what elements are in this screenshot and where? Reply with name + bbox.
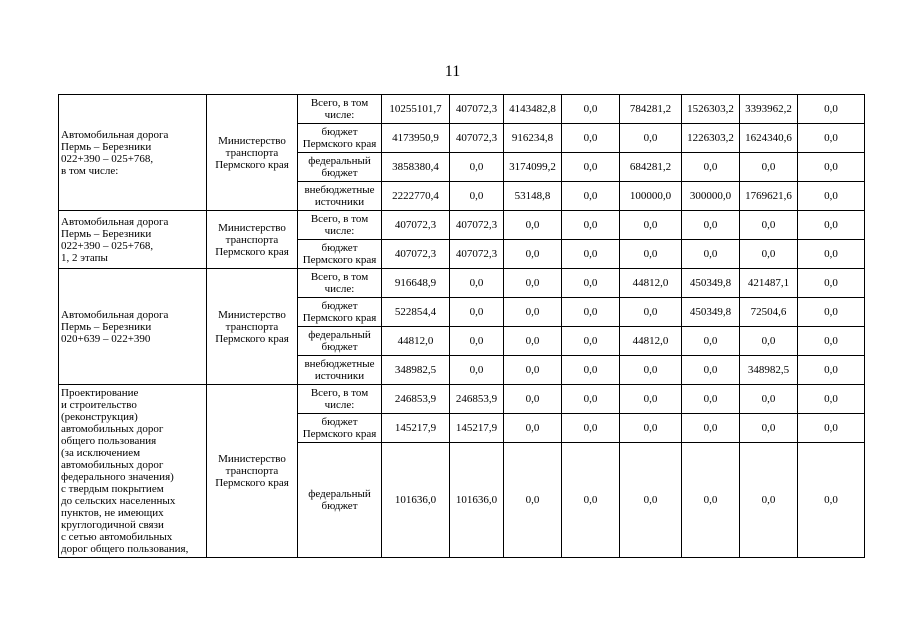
table-row (59, 385, 865, 414)
amount-cell: 0,0 (798, 182, 865, 211)
amount-cell: 0,0 (562, 153, 620, 182)
amount-cell: 1769621,6 (740, 182, 798, 211)
amount-cell: 0,0 (798, 211, 865, 240)
amount-cell: 0,0 (504, 356, 562, 385)
amount-cell: 0,0 (450, 356, 504, 385)
amount-cell: 1624340,6 (740, 124, 798, 153)
executor-cell: Министерство транспорта Пермского края (207, 211, 298, 269)
amount-cell: 4143482,8 (504, 95, 562, 124)
amount-cell: 0,0 (562, 95, 620, 124)
amount-cell: 0,0 (562, 385, 620, 414)
amount-cell: 916648,9 (382, 269, 450, 298)
amount-cell: 53148,8 (504, 182, 562, 211)
amount-cell: 0,0 (682, 385, 740, 414)
amount-cell: 100000,0 (620, 182, 682, 211)
executor-cell: Министерство транспорта Пермского края (207, 385, 298, 558)
amount-cell: 407072,3 (382, 240, 450, 269)
funding-source-cell: федеральный бюджет (298, 153, 382, 182)
amount-cell: 0,0 (682, 443, 740, 558)
funding-source-cell: Всего, в том числе: (298, 211, 382, 240)
amount-cell: 0,0 (620, 443, 682, 558)
amount-cell: 1226303,2 (682, 124, 740, 153)
amount-cell: 0,0 (798, 240, 865, 269)
amount-cell: 0,0 (504, 443, 562, 558)
amount-cell: 4173950,9 (382, 124, 450, 153)
executor-cell: Министерство транспорта Пермского края (207, 269, 298, 385)
funding-source-cell: федеральный бюджет (298, 443, 382, 558)
amount-cell: 0,0 (562, 443, 620, 558)
amount-cell: 0,0 (798, 124, 865, 153)
amount-cell: 0,0 (798, 385, 865, 414)
amount-cell: 246853,9 (450, 385, 504, 414)
amount-cell: 916234,8 (504, 124, 562, 153)
amount-cell: 450349,8 (682, 298, 740, 327)
amount-cell: 0,0 (620, 240, 682, 269)
object-name-cell: Автомобильная дорога Пермь – Березники 022+390 – 025+768, в том числе: (59, 95, 207, 211)
amount-cell: 407072,3 (382, 211, 450, 240)
amount-cell: 0,0 (620, 298, 682, 327)
object-name-cell: Проектирование и строительство (реконструкция) автомобильных дорог общего пользования (за исключением автомобильных дорог федерального значения) с твердым покрытием до сельских населенных пунктов, не имеющих круглогодичной связи с сетью автомобильных дорог общего пользования, (59, 385, 207, 558)
amount-cell: 0,0 (562, 414, 620, 443)
amount-cell: 72504,6 (740, 298, 798, 327)
amount-cell: 10255101,7 (382, 95, 450, 124)
amount-cell: 0,0 (682, 414, 740, 443)
amount-cell: 784281,2 (620, 95, 682, 124)
funding-source-cell: бюджет Пермского края (298, 414, 382, 443)
amount-cell: 407072,3 (450, 124, 504, 153)
amount-cell: 0,0 (740, 240, 798, 269)
amount-cell: 2222770,4 (382, 182, 450, 211)
amount-cell: 0,0 (562, 356, 620, 385)
amount-cell: 3393962,2 (740, 95, 798, 124)
page-number: 11 (444, 63, 461, 80)
object-name-cell: Автомобильная дорога Пермь – Березники 022+390 – 025+768, 1, 2 этапы (59, 211, 207, 269)
funding-source-cell: Всего, в том числе: (298, 385, 382, 414)
amount-cell: 44812,0 (620, 327, 682, 356)
budget-table (58, 94, 865, 558)
amount-cell: 0,0 (682, 211, 740, 240)
amount-cell: 0,0 (620, 414, 682, 443)
amount-cell: 0,0 (562, 211, 620, 240)
amount-cell: 0,0 (450, 153, 504, 182)
amount-cell: 0,0 (504, 327, 562, 356)
amount-cell: 0,0 (798, 269, 865, 298)
amount-cell: 145217,9 (450, 414, 504, 443)
table-row (59, 95, 865, 124)
table-body (59, 95, 865, 558)
funding-source-cell: бюджет Пермского края (298, 124, 382, 153)
amount-cell: 0,0 (562, 298, 620, 327)
amount-cell: 0,0 (740, 211, 798, 240)
amount-cell: 0,0 (450, 327, 504, 356)
object-name-cell: Автомобильная дорога Пермь – Березники 020+639 – 022+390 (59, 269, 207, 385)
amount-cell: 101636,0 (450, 443, 504, 558)
amount-cell: 0,0 (798, 327, 865, 356)
amount-cell: 0,0 (504, 385, 562, 414)
amount-cell: 0,0 (620, 356, 682, 385)
amount-cell: 450349,8 (682, 269, 740, 298)
amount-cell: 0,0 (798, 153, 865, 182)
amount-cell: 0,0 (562, 124, 620, 153)
amount-cell: 684281,2 (620, 153, 682, 182)
amount-cell: 0,0 (740, 153, 798, 182)
amount-cell: 3858380,4 (382, 153, 450, 182)
table-row (59, 211, 865, 240)
amount-cell: 0,0 (504, 240, 562, 269)
amount-cell: 0,0 (504, 269, 562, 298)
amount-cell: 145217,9 (382, 414, 450, 443)
amount-cell: 0,0 (740, 414, 798, 443)
amount-cell: 407072,3 (450, 95, 504, 124)
amount-cell: 0,0 (620, 124, 682, 153)
amount-cell: 348982,5 (740, 356, 798, 385)
amount-cell: 0,0 (504, 414, 562, 443)
amount-cell: 0,0 (562, 327, 620, 356)
amount-cell: 1526303,2 (682, 95, 740, 124)
funding-source-cell: Всего, в том числе: (298, 95, 382, 124)
amount-cell: 0,0 (562, 240, 620, 269)
amount-cell: 0,0 (798, 298, 865, 327)
amount-cell: 44812,0 (620, 269, 682, 298)
amount-cell: 348982,5 (382, 356, 450, 385)
amount-cell: 0,0 (682, 153, 740, 182)
amount-cell: 0,0 (740, 327, 798, 356)
amount-cell: 407072,3 (450, 211, 504, 240)
amount-cell: 0,0 (450, 269, 504, 298)
amount-cell: 0,0 (620, 385, 682, 414)
executor-cell: Министерство транспорта Пермского края (207, 95, 298, 211)
amount-cell: 0,0 (740, 443, 798, 558)
funding-source-cell: федеральный бюджет (298, 327, 382, 356)
amount-cell: 246853,9 (382, 385, 450, 414)
amount-cell: 0,0 (620, 211, 682, 240)
amount-cell: 0,0 (798, 95, 865, 124)
amount-cell: 0,0 (450, 182, 504, 211)
amount-cell: 0,0 (682, 327, 740, 356)
amount-cell: 0,0 (798, 356, 865, 385)
funding-source-cell: бюджет Пермского края (298, 240, 382, 269)
amount-cell: 407072,3 (450, 240, 504, 269)
amount-cell: 0,0 (504, 298, 562, 327)
funding-source-cell: внебюджетные источники (298, 182, 382, 211)
amount-cell: 522854,4 (382, 298, 450, 327)
amount-cell: 3174099,2 (504, 153, 562, 182)
amount-cell: 44812,0 (382, 327, 450, 356)
amount-cell: 421487,1 (740, 269, 798, 298)
amount-cell: 101636,0 (382, 443, 450, 558)
funding-source-cell: Всего, в том числе: (298, 269, 382, 298)
funding-source-cell: внебюджетные источники (298, 356, 382, 385)
table-row (59, 269, 865, 298)
amount-cell: 0,0 (798, 414, 865, 443)
amount-cell: 0,0 (798, 443, 865, 558)
amount-cell: 0,0 (504, 211, 562, 240)
amount-cell: 0,0 (562, 182, 620, 211)
amount-cell: 0,0 (740, 385, 798, 414)
amount-cell: 0,0 (450, 298, 504, 327)
amount-cell: 0,0 (562, 269, 620, 298)
funding-source-cell: бюджет Пермского края (298, 298, 382, 327)
amount-cell: 0,0 (682, 240, 740, 269)
amount-cell: 300000,0 (682, 182, 740, 211)
amount-cell: 0,0 (682, 356, 740, 385)
